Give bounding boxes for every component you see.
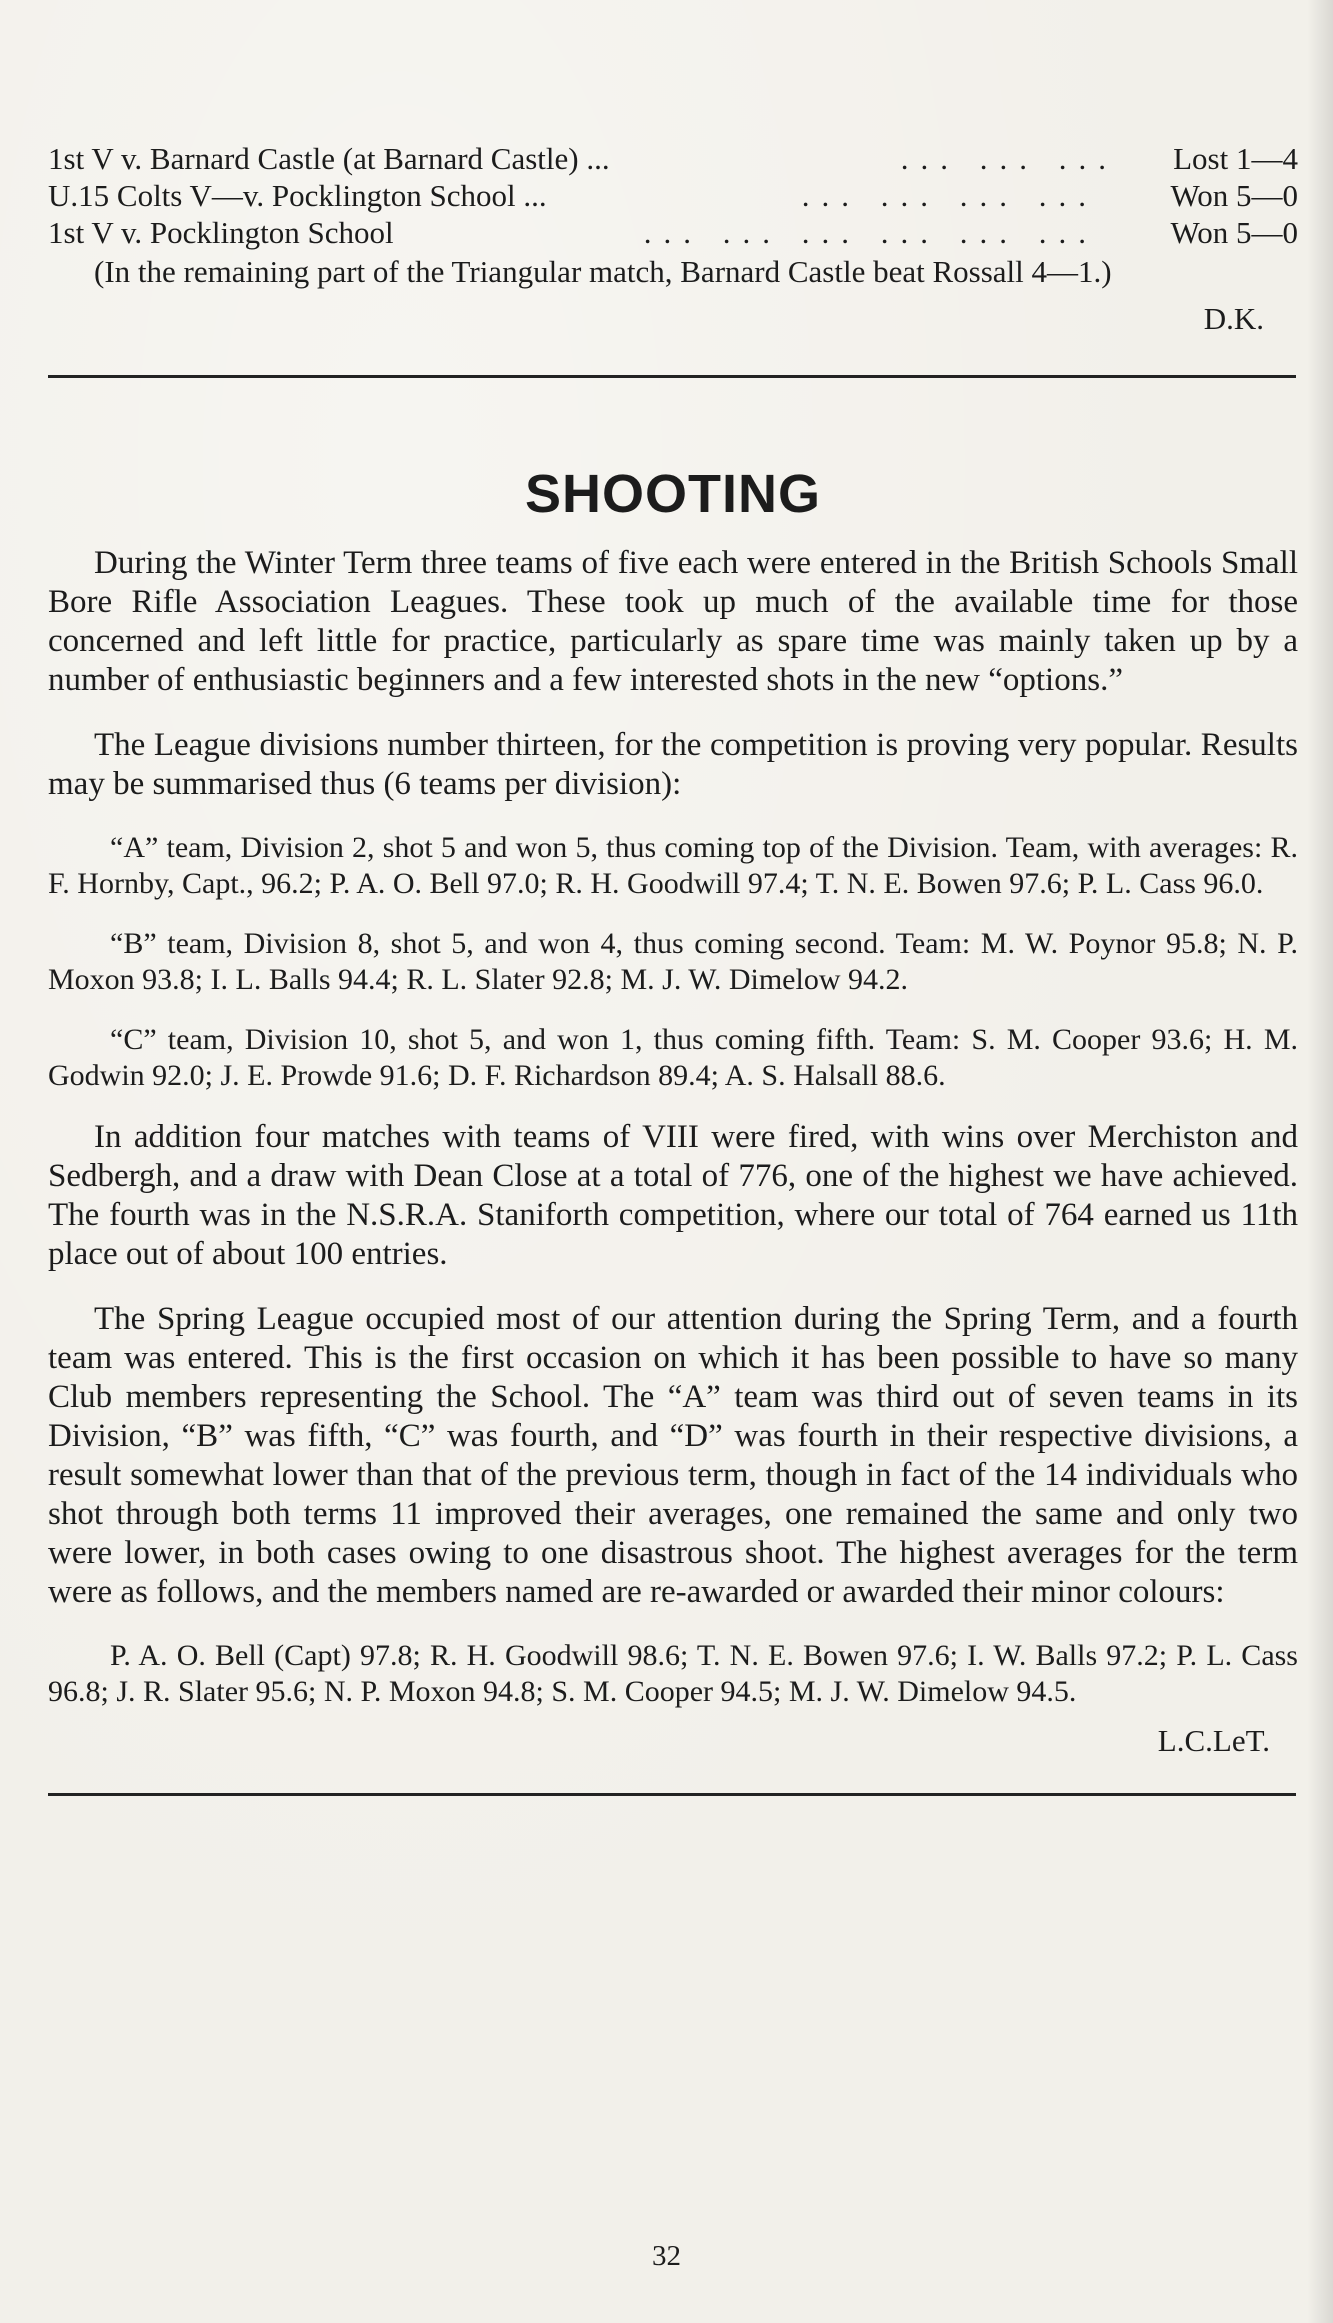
team-result: “A” team, Division 2, shot 5 and won 5, thus coming top of the Division. Team, with averages: R. F. Hornby, Capt., 96.2; P. A. O. Bell 97.0; R. H. Goodwill 97.4; T. N. E. Bowen 97.6; P. L. Cass 96.0. — [48, 831, 1298, 900]
page-number: 32 — [652, 2240, 681, 2272]
article-content — [48, 140, 1298, 1796]
fixture-row — [48, 214, 1298, 251]
fixture-row — [48, 177, 1298, 214]
fixture-result: Won 5—0 — [1170, 215, 1298, 250]
fixture-match: U.15 Colts V—v. Pocklington School ... — [48, 178, 547, 213]
fixture-result: Won 5—0 — [1170, 178, 1298, 213]
body-paragraph: In addition four matches with teams of VIII were fired, with wins over Merchiston and Sedbergh, and a draw with Dean Close at a total of 776, one of the highest we have achieved. The fourth was in the N.S.R.A. Staniforth competition, where our total of 764 earned us 11th place out of about 100 entries. — [48, 1119, 1298, 1272]
footer-divider — [48, 1793, 1296, 1796]
averages-list: P. A. O. Bell (Capt) 97.8; R. H. Goodwill 98.6; T. N. E. Bowen 97.6; I. W. Balls 97.2; P. L. Cass 96.8; J. R. Slater 95.6; N. P. Moxon 94.8; S. M. Cooper 94.5; M. J. W. Dimelow 94.5. — [48, 1639, 1298, 1708]
fixture-dots: ... ... ... ... — [801, 178, 1098, 213]
team-result: “B” team, Division 8, shot 5, and won 4, thus coming second. Team: M. W. Poynor 95.8; N. P. Moxon 93.8; I. L. Balls 94.4; R. L. Slater 92.8; M. J. W. Dimelow 94.2. — [48, 927, 1298, 996]
fixture-match: 1st V v. Pocklington School — [48, 215, 394, 250]
fixture-match: 1st V v. Barnard Castle (at Barnard Castle) ... — [48, 141, 610, 176]
fixture-row — [48, 140, 1298, 177]
section-heading: SHOOTING — [524, 464, 821, 524]
team-result: “C” team, Division 10, shot 5, and won 1, thus coming fifth. Team: S. M. Cooper 93.6; H. M. Godwin 92.0; J. E. Prowde 91.6; D. F. Richardson 89.4; A. S. Halsall 88.6. — [48, 1023, 1298, 1092]
shooting-author-initials: L.C.LeT. — [1157, 1723, 1270, 1758]
fixtures-author-initials: D.K. — [1203, 301, 1264, 336]
body-paragraph: The Spring League occupied most of our attention during the Spring Term, and a fourth team was entered. This is the first occasion on which it has been possible to have so many Club members representing the School. The “A” team was third out of seven teams in its Division, “B” was fifth, “C” was fourth, and “D” was fourth in their respective divisions, a result somewhat lower than that of the previous term, though in fact of the 14 individuals who shot through both terms 11 improved their averages, one remained the same and only two were lower, in both cases owing to one disastrous shoot. The highest averages for the term were as follows, and the members named are re-awarded or awarded their minor colours: — [48, 1301, 1298, 1610]
page-edge-shadow — [1307, 0, 1333, 2323]
body-paragraph: The League divisions number thirteen, for the competition is proving very popular. Results may be summarised thus (6 teams per division): — [48, 727, 1298, 802]
section-divider — [48, 375, 1296, 378]
fixture-dots: ... ... ... — [900, 141, 1118, 176]
fixtures-note: (In the remaining part of the Triangular match, Barnard Castle beat Rossall 4—1.) — [94, 254, 1112, 289]
body-paragraph: During the Winter Term three teams of five each were entered in the British Schools Small Bore Rifle Association Leagues. These took up much of the available time for those concerned and left little for practice, particularly as spare time was mainly taken up by a number of enthusiastic beginners and a few interested shots in the new “options.” — [48, 545, 1298, 698]
fixture-result: Lost 1—4 — [1173, 141, 1298, 176]
fixture-dots: ... ... ... ... ... ... — [643, 215, 1098, 250]
